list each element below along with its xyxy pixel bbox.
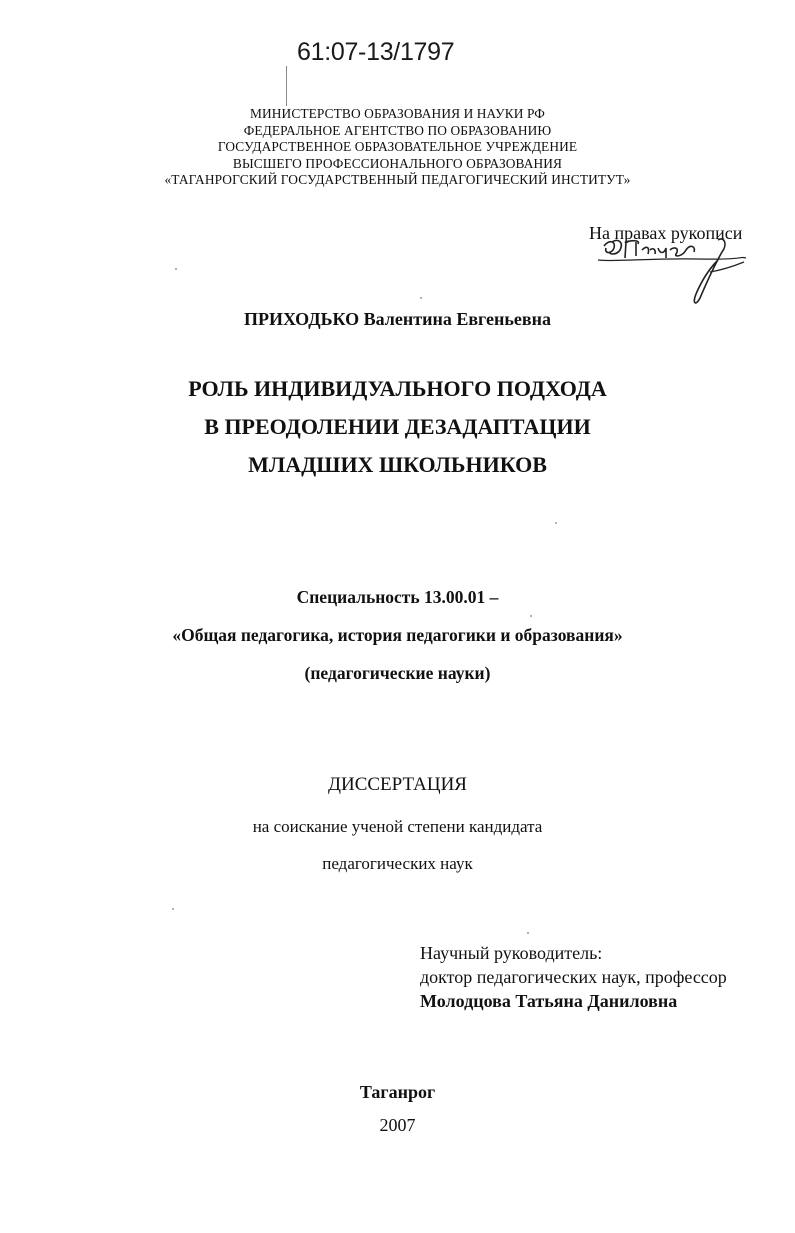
scan-speck	[530, 615, 532, 617]
library-stamp-code: 61:07-13/1797	[297, 38, 455, 66]
specialty-name: «Общая педагогика, история педагогики и образования»	[172, 625, 623, 645]
scan-speck	[172, 908, 174, 910]
institution-line-4: ВЫСШЕГО ПРОФЕССИОНАЛЬНОГО ОБРАЗОВАНИЯ	[232, 155, 563, 171]
degree-line-1: на соискание ученой степени кандидата	[252, 817, 543, 836]
institution-line-3: ГОСУДАРСТВЕННОЕ ОБРАЗОВАТЕЛЬНОЕ УЧРЕЖДЕНИЕ	[217, 139, 578, 154]
supervisor-block	[420, 941, 727, 1013]
handwritten-signature	[578, 232, 753, 312]
signature-text: ВПриж	[578, 232, 582, 233]
author-surname: ПРИХОДЬКО	[244, 309, 360, 329]
institution-line-2: ФЕДЕРАЛЬНОЕ АГЕНТСТВО ПО ОБРАЗОВАНИЮ	[243, 122, 552, 138]
institution-line-1: МИНИСТЕРСТВО ОБРАЗОВАНИЯ И НАУКИ РФ	[250, 106, 545, 121]
supervisor-degree: доктор педагогических наук, профессор	[420, 967, 727, 987]
manuscript-rights-note: На правах рукописи	[589, 223, 743, 243]
specialty-field: (педагогические науки)	[304, 663, 491, 683]
dissertation-title-line-1: РОЛЬ ИНДИВИДУАЛЬНОГО ПОДХОДА	[188, 376, 607, 401]
scan-speck	[420, 297, 422, 299]
city: Таганрог	[359, 1082, 436, 1102]
scan-speck	[555, 522, 557, 524]
supervisor-role: Научный руководитель:	[420, 943, 603, 963]
year: 2007	[379, 1115, 416, 1135]
author-given-names: Валентина Евгеньевна	[363, 309, 551, 329]
author-name	[0, 309, 795, 330]
supervisor-name: Молодцова Татьяна Даниловна	[420, 991, 678, 1011]
document-type: ДИССЕРТАЦИЯ	[328, 774, 467, 795]
scan-speck	[175, 268, 177, 270]
dissertation-title-line-3: МЛАДШИХ ШКОЛЬНИКОВ	[248, 452, 547, 477]
scan-speck	[527, 932, 529, 934]
dissertation-title-line-2: В ПРЕОДОЛЕНИИ ДЕЗАДАПТАЦИИ	[204, 414, 591, 439]
specialty-code: Специальность 13.00.01 –	[296, 587, 499, 607]
degree-line-2: педагогических наук	[322, 854, 473, 873]
institution-line-5: «ТАГАНРОГСКИЙ ГОСУДАРСТВЕННЫЙ ПЕДАГОГИЧЕСКИЙ ИНСТИТУТ»	[164, 172, 631, 187]
stamp-margin-rule	[286, 66, 287, 106]
